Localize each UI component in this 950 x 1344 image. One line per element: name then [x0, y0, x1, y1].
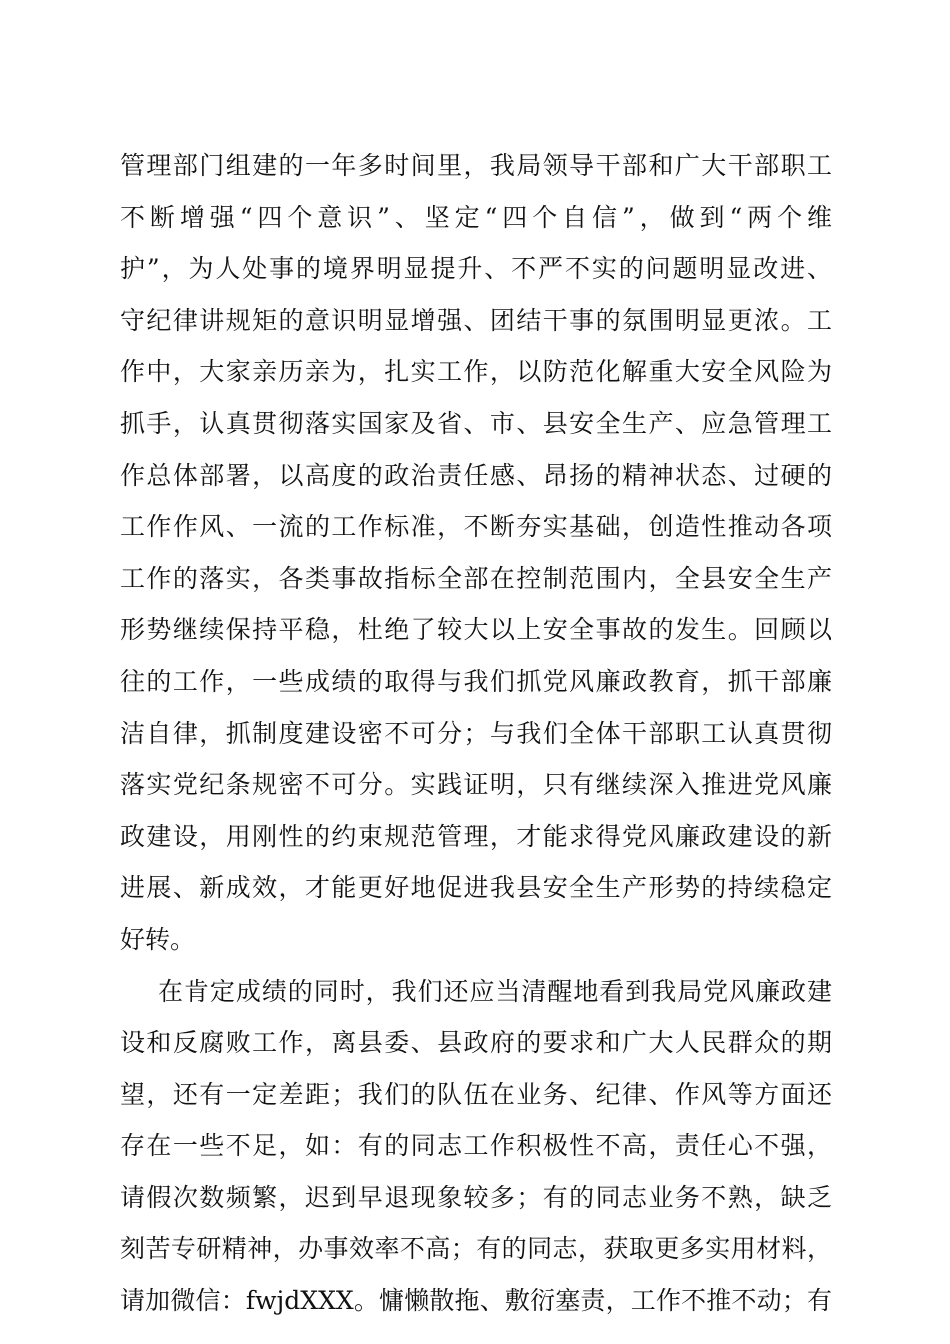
paragraph-1-line-11: 往的工作，一些成绩的取得与我们抓党风廉政教育，抓干部廉	[120, 666, 832, 696]
paragraph-2-line-4: 存在一些不足，如：有的同志工作积极性不高，责任心不强，	[120, 1131, 832, 1161]
paragraph-2-line-1: 在肯定成绩的同时，我们还应当清醒地看到我局党风廉政建	[158, 976, 832, 1006]
paragraph-1-line-12: 洁自律，抓制度建设密不可分；与我们全体干部职工认真贯彻	[120, 718, 832, 748]
paragraph-2-line-6: 刻苦专研精神，办事效率不高；有的同志，获取更多实用材料，	[120, 1234, 832, 1264]
paragraph-1-line-9: 工作的落实，各类事故指标全部在控制范围内，全县安全生产	[120, 563, 832, 593]
paragraph-1-line-6: 抓手，认真贯彻落实国家及省、市、县安全生产、应急管理工	[120, 408, 832, 438]
paragraph-2-line-7: 请加微信：fwjdXXX。慵懒散拖、敷衍塞责，工作不推不动；有	[120, 1286, 832, 1316]
paragraph-1-line-1: 管理部门组建的一年多时间里，我局领导干部和广大干部职工	[120, 151, 832, 180]
paragraph-2-line-2: 设和反腐败工作，离县委、县政府的要求和广大人民群众的期	[120, 1028, 832, 1058]
paragraph-1-line-2: 不断增强“四个意识”、坚定“四个自信”，做到“两个维	[120, 202, 832, 232]
paragraph-2-line-5: 请假次数频繁，迟到早退现象较多；有的同志业务不熟，缺乏	[120, 1182, 832, 1212]
paragraph-1-line-5: 作中，大家亲历亲为，扎实工作，以防范化解重大安全风险为	[120, 357, 832, 387]
paragraph-1-line-3: 护”，为人处事的境界明显提升、不严不实的问题明显改进、	[120, 254, 832, 284]
paragraph-2-line-3: 望，还有一定差距；我们的队伍在业务、纪律、作风等方面还	[120, 1079, 832, 1109]
paragraph-1-line-13: 落实党纪条规密不可分。实践证明，只有继续深入推进党风廉	[120, 770, 832, 800]
document-body	[120, 140, 832, 1327]
paragraph-1-line-14: 政建设，用刚性的约束规范管理，才能求得党风廉政建设的新	[120, 821, 832, 851]
paragraph-1-line-8: 工作作风、一流的工作标准，不断夯实基础，创造性推动各项	[120, 512, 832, 542]
paragraph-1-line-4: 守纪律讲规矩的意识明显增强、团结干事的氛围明显更浓。工	[120, 305, 832, 335]
paragraph-1-line-10: 形势继续保持平稳，杜绝了较大以上安全事故的发生。回顾以	[120, 615, 832, 645]
paragraph-1-line-7: 作总体部署，以高度的政治责任感、昂扬的精神状态、过硬的	[120, 460, 832, 490]
paragraph-1-line-16: 好转。	[120, 924, 196, 954]
paragraph-1-line-15: 进展、新成效，才能更好地促进我县安全生产形势的持续稳定	[120, 873, 832, 903]
